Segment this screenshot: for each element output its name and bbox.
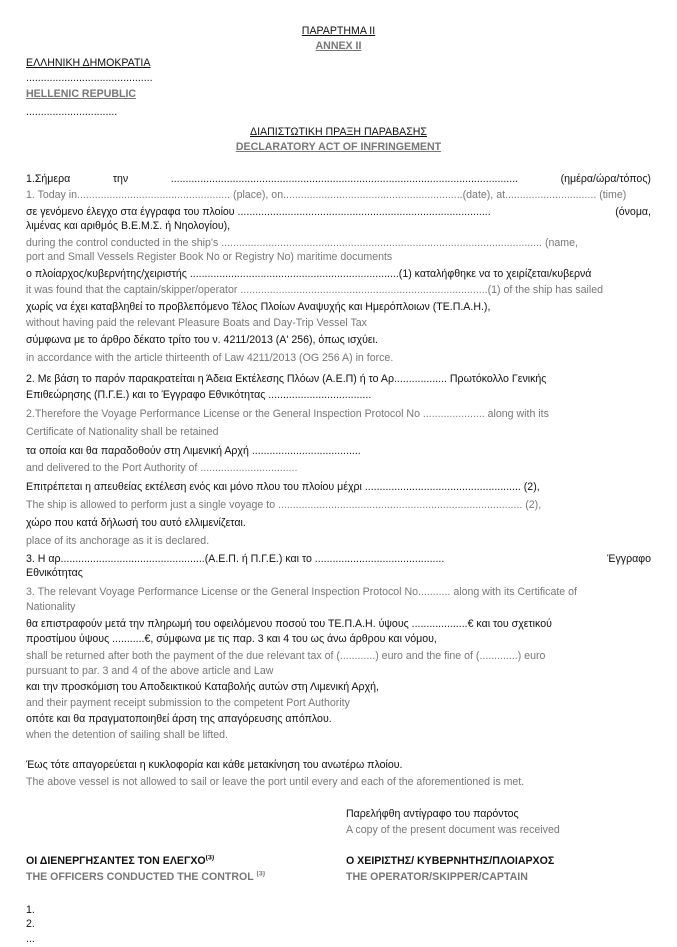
port-authority-line-gr: τα οποία και θα παραδοθούν στη Λιμενική Αρχή ..................................... xyxy=(26,445,361,457)
single-voyage-line-gr: Επιτρέπεται η απευθείας εκτέλεση ενός και μόνο πλου του πλοίου μέχρι ..................................................... (2), xyxy=(26,481,540,493)
anchorage-line-en: place of its anchorage as it is declared. xyxy=(26,535,210,547)
dots-line-1: ........................................... xyxy=(26,72,153,84)
operator-heading-gr: Ο ΧΕΙΡΙΣΤΗΣ/ ΚΥΒΕΡΝΗΤΗΣ/ΠΛΟΙΑΡΧΟΣ xyxy=(346,855,555,867)
text-day-time-place: (ημέρα/ώρα/τόπος) xyxy=(560,173,651,185)
anchorage-line-gr: χώρο που κατά δήλωσή του αυτό ελλιμενίζεται. xyxy=(26,517,246,529)
dots-line-2: ............................... xyxy=(26,106,118,118)
document-title-en: DECLARATORY ACT OF INFRINGEMENT xyxy=(235,141,442,153)
name-label-gr: (όνομα, xyxy=(615,206,651,218)
document-label-gr: Έγγραφο xyxy=(607,553,651,565)
annex-title-gr: ΠΑΡΑΡΤΗΜΑ ΙΙ xyxy=(301,25,376,37)
paragraph-2-line-gr: 2. Με βάση το παρόν παρακρατείται η Άδεια Εκτέλεσης Πλόων (Α.Ε.Π) ή το Αρ.................. Πρωτόκολλο Γενικής xyxy=(26,373,547,385)
law-line-en: in accordance with the article thirteenth of Law 4211/2013 (OG 256 A) in force. xyxy=(26,352,394,364)
single-voyage-line-en: The ship is allowed to perform just a single voyage to ................................................................................... (2), xyxy=(26,499,542,511)
captain-line-en: it was found that the captain/skipper/operator ....................................................................................(1) of the ship has sailed xyxy=(26,284,604,296)
tax-line-en: without having paid the relevant Pleasure Boats and Day-Trip Vessel Tax xyxy=(26,317,367,329)
nationality-line-en: Certificate of Nationality shall be retained xyxy=(26,426,219,438)
return-line-en: shall be returned after both the payment of the due relevant tax of (............) euro and the fine of (.............) euro xyxy=(26,650,546,662)
pursuant-line-en: pursuant to par. 3 and 4 of the above article and Law xyxy=(26,665,274,677)
receipt-line-en: and their payment receipt submission to the competent Port Authority xyxy=(26,697,350,709)
footnote-mark-en: (3) xyxy=(256,871,266,878)
republic-en: HELLENIC REPUBLIC xyxy=(26,88,137,100)
dots-fill: ...................................................................................................................... xyxy=(170,173,519,185)
control-text-gr: σε γενόμενο έλεγχο στα έγγραφα του πλοίου ...................................................................................... xyxy=(26,206,491,218)
lift-line-en: when the detention of sailing shall be lifted. xyxy=(26,729,229,741)
captain-line-gr: ο πλοίαρχος/κυβερνήτης/χειριστής .......................................................................(1) καταλήφθηκε να το χειρίζεται/κυβερνά xyxy=(26,268,592,280)
port-line-en: port and Small Vessels Register Book No or Registry No) maritime documents xyxy=(26,251,393,263)
officers-heading-en xyxy=(26,871,326,884)
paragraph-3-line-en: 3. The relevant Voyage Performance License or the General Inspection Protocol No........... along with its Certificate of xyxy=(26,586,577,598)
inspection-line-gr: Επιθεώρησης (Π.Γ.Ε.) και το Έγγραφο Εθνικότητας ................................... xyxy=(26,389,372,401)
received-copy-en: A copy of the present document was received xyxy=(346,824,560,836)
fine-line-gr: προστίμου ύψους ...........€, σύμφωνα με τις παρ. 3 και 4 του ως άνω άρθρου και νόμου, xyxy=(26,633,437,645)
officers-text-gr: ΟΙ ΔΙΕΝΕΡΓΗΣΑΝΤΕΣ ΤΟΝ ΕΛΕΓΧΟ xyxy=(26,855,206,867)
prohibition-line-gr: Έως τότε απαγορεύεται η κυκλοφορία και κάθε μετακίνηση του ανωτέρω πλοίου. xyxy=(26,759,403,771)
nationality-word-en: Nationality xyxy=(26,601,76,613)
port-authority-line-en: and delivered to the Port Authority of ................................. xyxy=(26,462,298,474)
control-line-gr xyxy=(26,206,651,219)
lift-line-gr: οπότε και θα πραγματοποιηθεί άρση της απαγόρευσης απόπλου. xyxy=(26,713,332,725)
prohibition-line-en: The above vessel is not allowed to sail or leave the port until every and each of the aforementioned is met. xyxy=(26,776,525,788)
document-title-gr: ΔΙΑΠΙΣΤΩΤΙΚΗ ΠΡΑΞΗ ΠΑΡΑΒΑΣΗΣ xyxy=(250,126,427,138)
text-today-gr: 1.Σήμερα xyxy=(26,173,71,185)
signature-item-2: 2. xyxy=(26,918,35,930)
tax-line-gr: χωρίς να έχει καταβληθεί το προβλεπόμενο Τέλος Πλοίων Αναψυχής και Ημερόπλοιων (ΤΕ.Π.Α.Η.), xyxy=(26,301,491,313)
signature-item-1: 1. xyxy=(26,904,35,916)
operator-heading-en: THE OPERATOR/SKIPPER/CAPTAIN xyxy=(346,871,528,883)
paragraph-1-line-en: 1. Today in.................................................... (place), on.............................................................(date), at............................... (time) xyxy=(26,189,627,201)
officers-text-en: THE OFFICERS CONDUCTED THE CONTROL xyxy=(26,871,254,883)
received-copy-gr: Παρελήφθη αντίγραφο του παρόντος xyxy=(346,808,519,820)
paragraph-2-line-en: 2.Therefore the Voyage Performance License or the General Inspection Protocol No ..................... along with its xyxy=(26,408,549,420)
port-line-gr: λιμένας και αριθμός Β.Ε.Μ.Σ. ή Νηολογίου), xyxy=(26,220,231,232)
paragraph-3-text-gr: 3. Η αρ.................................................(Α.Ε.Π. ή Π.Γ.Ε.) και το ............................................ xyxy=(26,553,445,565)
signature-item-more: ... xyxy=(26,933,35,945)
officers-heading-gr xyxy=(26,855,326,868)
control-line-en: during the control conducted in the ship's ............................................................................................................. (name, xyxy=(26,237,578,249)
paragraph-1-line-gr xyxy=(26,173,651,186)
text-the-gr: την xyxy=(112,173,129,185)
law-line-gr: σύμφωνα με το άρθρο δέκατο τρίτο του ν. 4211/2013 (Α' 256), όπως ισχύει. xyxy=(26,334,378,346)
annex-title-en: ANNEX II xyxy=(315,40,362,52)
return-line-gr: θα επιστραφούν μετά την πληρωμή του οφειλόμενου ποσού του ΤΕ.Π.Α.Η. ύψους ...................€ και του σχετικού xyxy=(26,618,552,630)
nationality-line-gr: Εθνικότητας xyxy=(26,567,83,579)
footnote-mark-gr: (3) xyxy=(205,855,215,862)
receipt-line-gr: και την προσκόμιση του Αποδεικτικού Καταβολής αυτών στη Λιμενική Αρχή, xyxy=(26,681,379,693)
paragraph-3-line-gr xyxy=(26,553,651,566)
republic-gr: ΕΛΛΗΝΙΚΗ ΔΗΜΟΚΡΑΤΙΑ xyxy=(26,57,151,69)
